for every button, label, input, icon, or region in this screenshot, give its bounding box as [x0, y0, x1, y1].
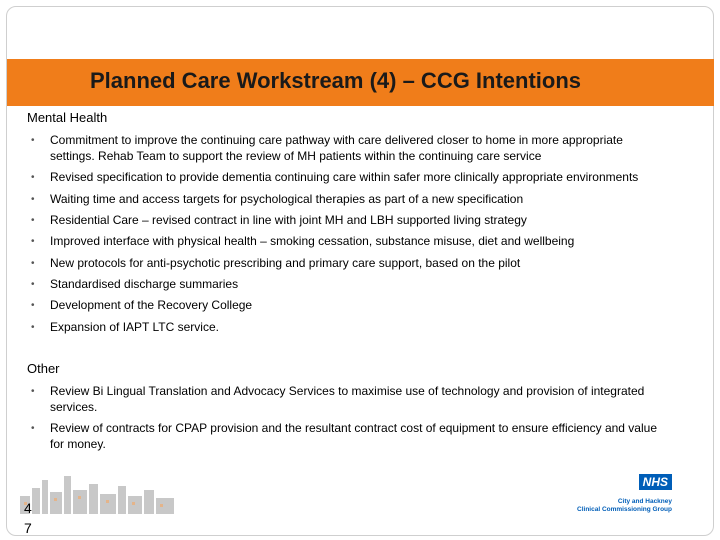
section-heading-other: Other: [27, 361, 60, 376]
list-item-text: settings. Rehab Team to support the review of MH patients within the continuing care service: [50, 148, 542, 163]
page-title: Planned Care Workstream (4) – CCG Intentions: [90, 68, 582, 93]
bullet-icon: •: [31, 386, 35, 397]
list-item-text: Standardised discharge summaries: [50, 277, 239, 291]
logo-org-subtitle: Clinical Commissioning Group: [577, 506, 672, 513]
bullet-icon: •: [31, 279, 35, 290]
list-item-text: Review of contracts for CPAP provision and the resultant contract cost of equipment to ensure efficiency and value: [50, 421, 657, 435]
bullet-icon: •: [31, 258, 35, 269]
bullet-icon: •: [31, 172, 35, 183]
page-number: [24, 498, 36, 538]
bullet-icon: •: [31, 423, 35, 434]
bullet-icon: •: [31, 236, 35, 247]
city-skyline-graphic: [20, 466, 180, 514]
list-item-text: Commitment to improve the continuing care pathway with care delivered closer to home in more appropriate: [50, 133, 623, 147]
list-item-text: for money.: [50, 436, 106, 451]
page-number-digit: 4: [24, 500, 32, 516]
page-number-digit: 7: [24, 520, 32, 536]
list-item-text: Development of the Recovery College: [50, 298, 253, 312]
list-item-text: New protocols for anti-psychotic prescribing and primary care support, based on the pilot: [50, 256, 521, 270]
bullet-icon: •: [31, 135, 35, 146]
list-item-text: Improved interface with physical health – smoking cessation, substance misuse, diet and wellbeing: [50, 234, 575, 248]
section-heading-mental-health: Mental Health: [27, 110, 108, 125]
list-item-text: Waiting time and access targets for psychological therapies as part of a new specification: [50, 192, 524, 206]
bullet-icon: •: [31, 322, 35, 333]
nhs-badge: NHS: [639, 474, 672, 490]
list-item-text: Revised specification to provide dementia continuing care within safer more clinically appropriate environments: [50, 170, 639, 184]
bullet-icon: •: [31, 300, 35, 311]
logo-org-name: City and Hackney: [617, 498, 672, 505]
nhs-logo: [576, 470, 680, 518]
list-item-text: Residential Care – revised contract in line with joint MH and LBH supported living strategy: [50, 213, 527, 227]
list-item-text: Review Bi Lingual Translation and Advocacy Services to maximise use of technology and provision of integrated: [50, 384, 645, 398]
bullet-icon: •: [31, 194, 35, 205]
list-item-text: Expansion of IAPT LTC service.: [50, 320, 219, 334]
bullet-icon: •: [31, 215, 35, 226]
list-item-text: services.: [50, 399, 98, 414]
